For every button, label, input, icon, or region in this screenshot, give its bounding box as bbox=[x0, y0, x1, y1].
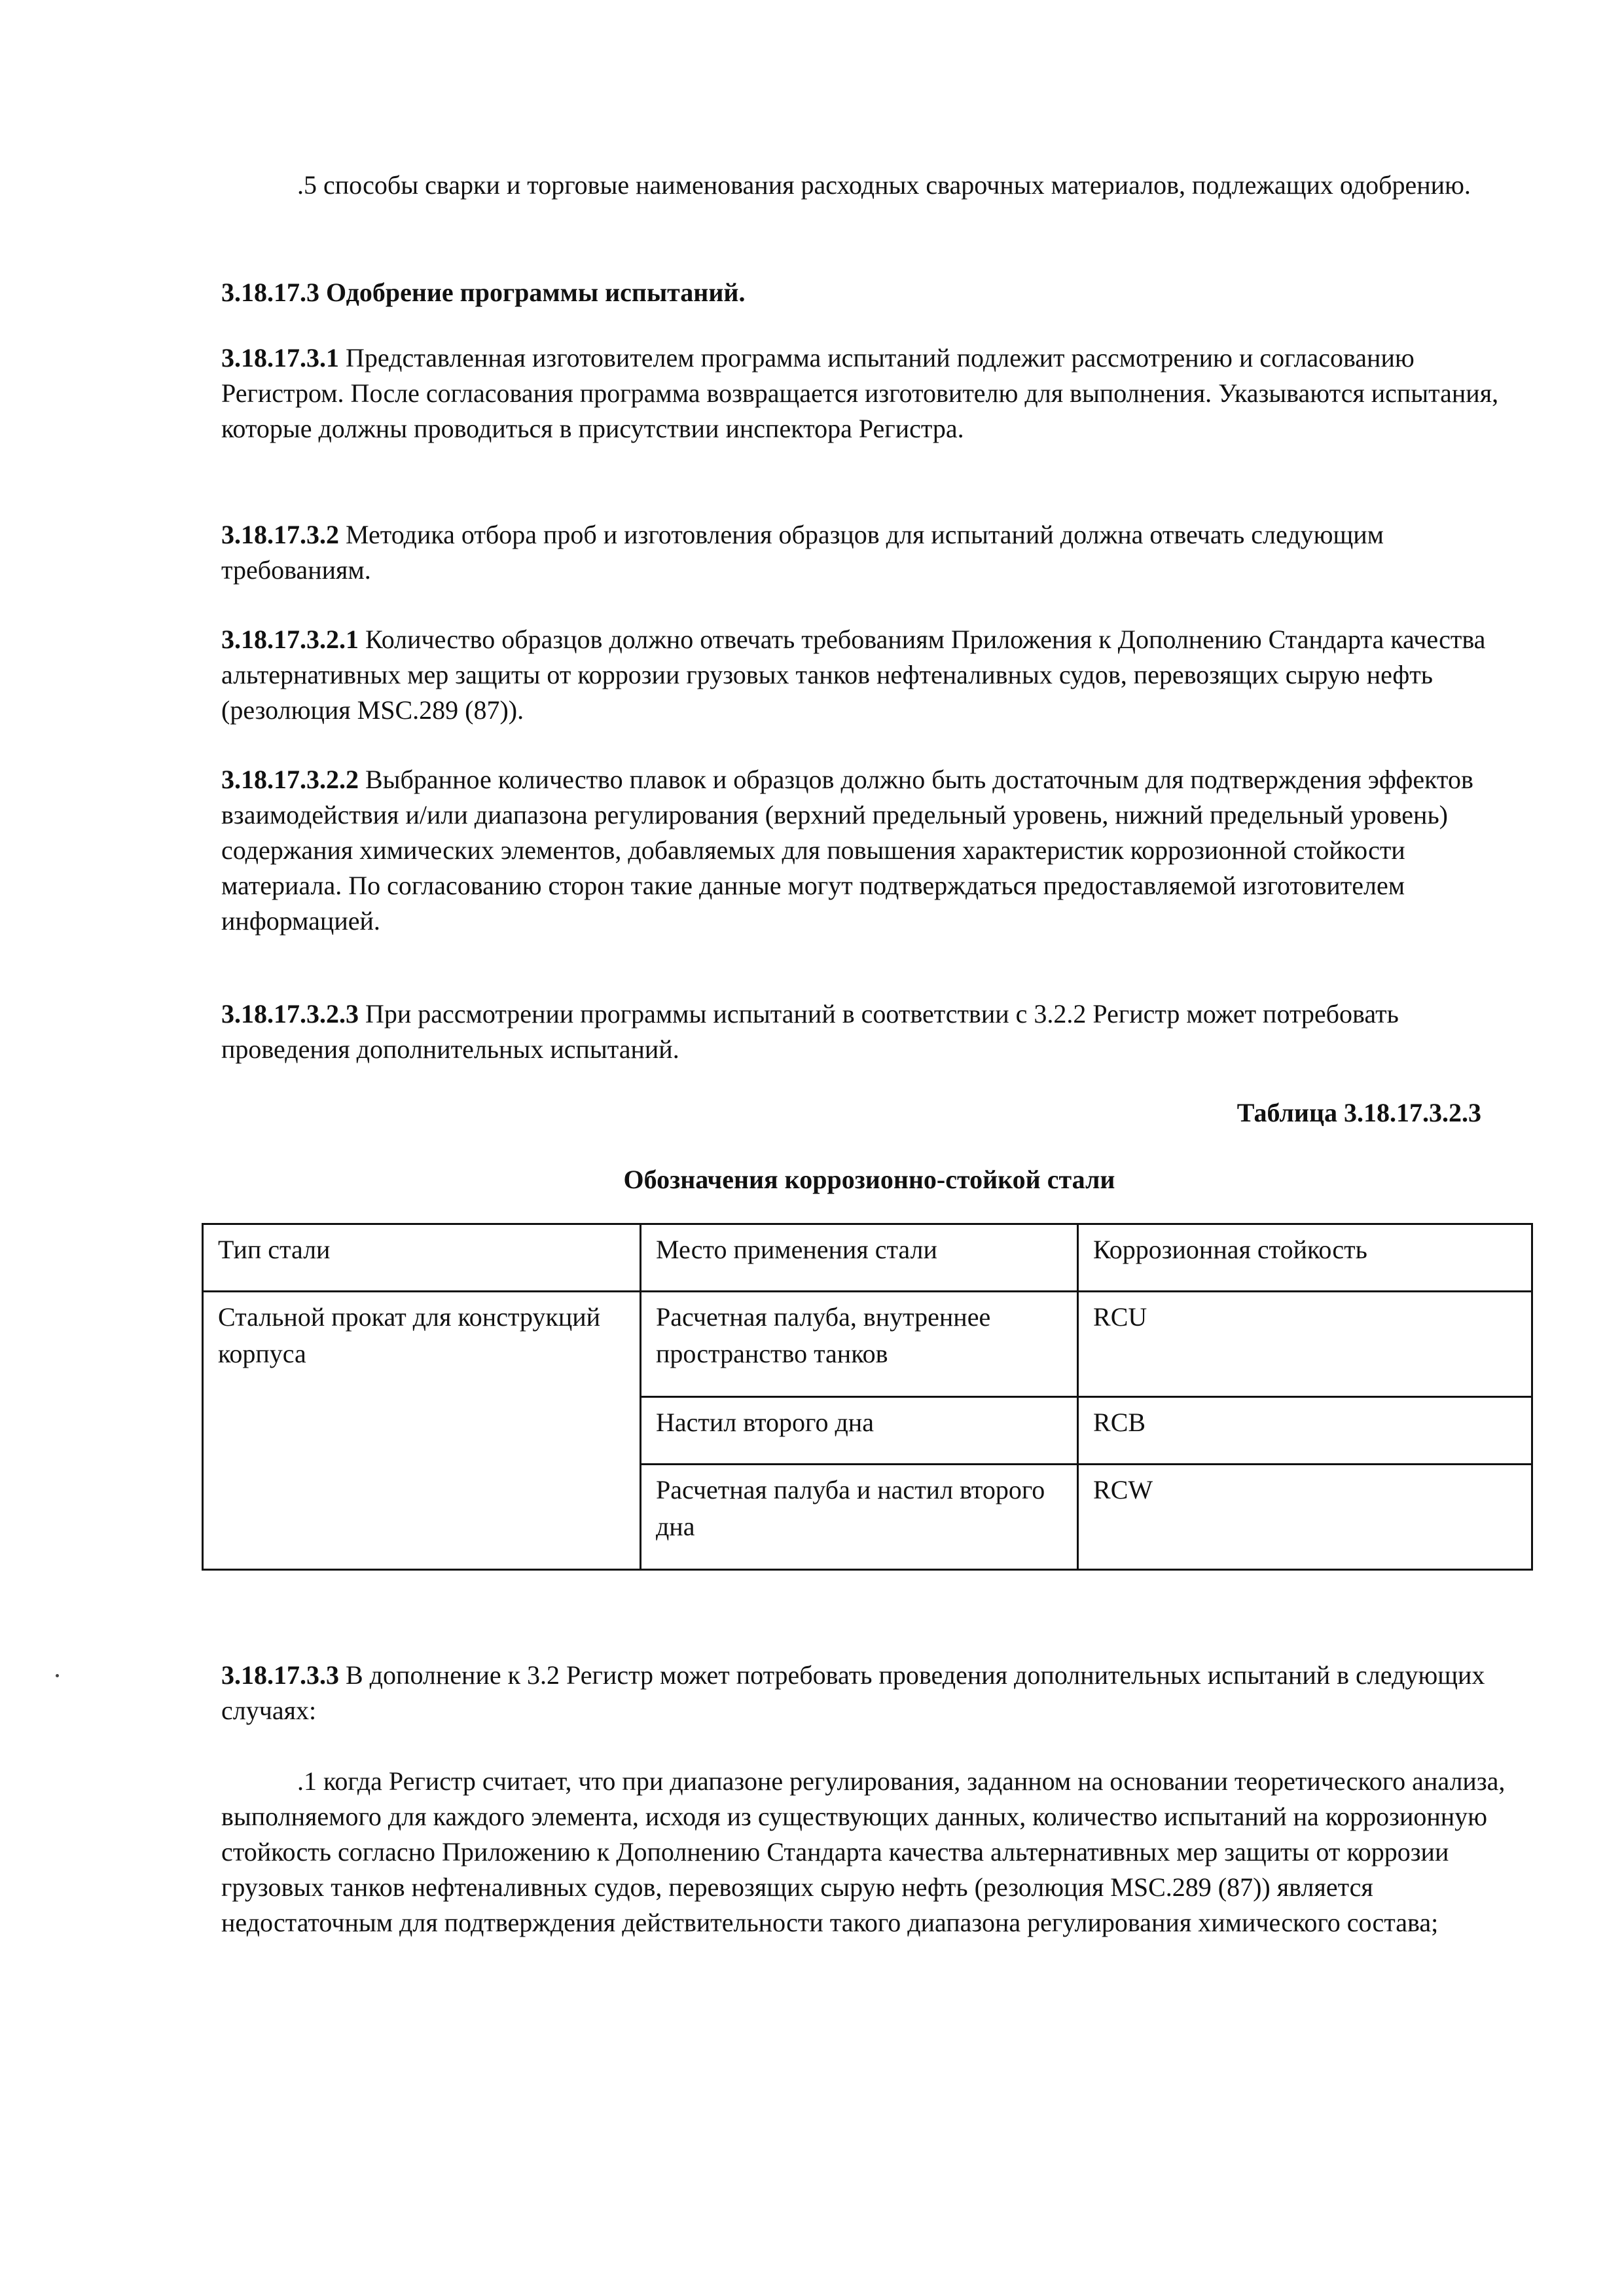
paragraph-3-18-17-3-1 bbox=[221, 340, 1517, 446]
section-heading-text: Одобрение программы испытаний. bbox=[319, 278, 746, 307]
table-caption: Таблица 3.18.17.3.2.3 bbox=[1236, 1098, 1481, 1127]
paragraph-3-18-17-3-2 bbox=[221, 517, 1517, 588]
paragraph-text: В дополнение к 3.2 Регистр может потребовать проведения дополнительных испытаний в следующих случаях: bbox=[221, 1660, 1485, 1725]
table-row bbox=[203, 1292, 1532, 1397]
application-cell: Расчетная палуба, внутреннее пространство танков bbox=[640, 1292, 1077, 1397]
table-header-row bbox=[203, 1224, 1532, 1292]
paragraph-number: 3.18.17.3.3 bbox=[221, 1660, 339, 1690]
paragraph-text: Количество образцов должно отвечать требованиям Приложения к Дополнению Стандарта качества альтернативных мер защиты от коррозии грузовых танков нефтеналивных судов, перевозящих сырую нефть (резолюция MSC.289 (87)). bbox=[221, 625, 1486, 725]
header-cell-steel-type: Тип стали bbox=[203, 1224, 641, 1292]
paragraph-number: 3.18.17.3.2.2 bbox=[221, 765, 359, 794]
paragraph-number: 3.18.17.3.1 bbox=[221, 343, 339, 373]
paragraph-text: .1 когда Регистр считает, что при диапазоне регулирования, заданном на основании теоретического анализа, выполняемого для каждого элемента, исходя из существующих данных, количество испытаний на коррозионную стойкость согласно Приложению к Дополнению Стандарта качества альтернативных мер защиты от коррозии грузовых танков нефтеналивных судов, перевозящих сырую нефть (резолюция MSC.289 (87)) является недостаточным для подтверждения действительности такого диапазона регулирования химического состава; bbox=[221, 1766, 1506, 1937]
paragraph-text: При рассмотрении программы испытаний в соответствии с 3.2.2 Регистр может потребовать проведения дополнительных испытаний. bbox=[221, 999, 1399, 1064]
paragraph-3-18-17-3-3 bbox=[221, 1658, 1517, 1728]
paragraph-number: 3.18.17.3.2.1 bbox=[221, 625, 359, 654]
paragraph-text: .5 способы сварки и торговые наименования расходных сварочных материалов, подлежащих одобрению. bbox=[297, 170, 1471, 200]
resistance-code-cell: RCW bbox=[1078, 1465, 1532, 1570]
paragraph-item-5 bbox=[221, 168, 1517, 203]
application-cell: Настил второго дна bbox=[640, 1397, 1077, 1465]
paragraph-item-1 bbox=[221, 1764, 1517, 1941]
resistance-code-cell: RCB bbox=[1078, 1397, 1532, 1465]
section-heading bbox=[221, 275, 1517, 310]
paragraph-3-18-17-3-2-3 bbox=[221, 996, 1517, 1067]
paragraph-text: Выбранное количество плавок и образцов должно быть достаточным для подтверждения эффектов взаимодействия и/или диапазона регулирования (верхний предельный уровень, нижний предельный уровень) содержания химических элементов, добавляемых для повышения характеристик коррозионной стойкости материала. По согласованию сторон такие данные могут подтверждаться предоставляемой изготовителем информацией. bbox=[221, 765, 1473, 936]
paragraph-3-18-17-3-2-1 bbox=[221, 622, 1517, 728]
application-cell: Расчетная палуба и настил второго дна bbox=[640, 1465, 1077, 1570]
header-cell-application: Место применения стали bbox=[640, 1224, 1077, 1292]
resistance-code-cell: RCU bbox=[1078, 1292, 1532, 1397]
steel-type-cell: Стальной прокат для конструкций корпуса bbox=[203, 1292, 641, 1570]
scan-speck bbox=[56, 1674, 59, 1677]
steel-designation-table bbox=[202, 1223, 1533, 1571]
table-title: Обозначения коррозионно-стойкой стали bbox=[623, 1165, 1115, 1194]
paragraph-text: Методика отбора проб и изготовления образцов для испытаний должна отвечать следующим требованиям. bbox=[221, 520, 1384, 585]
header-cell-corrosion-resistance: Коррозионная стойкость bbox=[1078, 1224, 1532, 1292]
paragraph-number: 3.18.17.3.2 bbox=[221, 520, 339, 549]
paragraph-number: 3.18.17.3.2.3 bbox=[221, 999, 359, 1029]
section-number: 3.18.17.3 bbox=[221, 278, 319, 307]
paragraph-text: Представленная изготовителем программа испытаний подлежит рассмотрению и согласованию Регистром. После согласования программа возвращается изготовителю для выполнения. Указываются испытания, которые должны проводиться в присутствии инспектора Регистра. bbox=[221, 343, 1499, 443]
paragraph-3-18-17-3-2-2 bbox=[221, 762, 1517, 939]
